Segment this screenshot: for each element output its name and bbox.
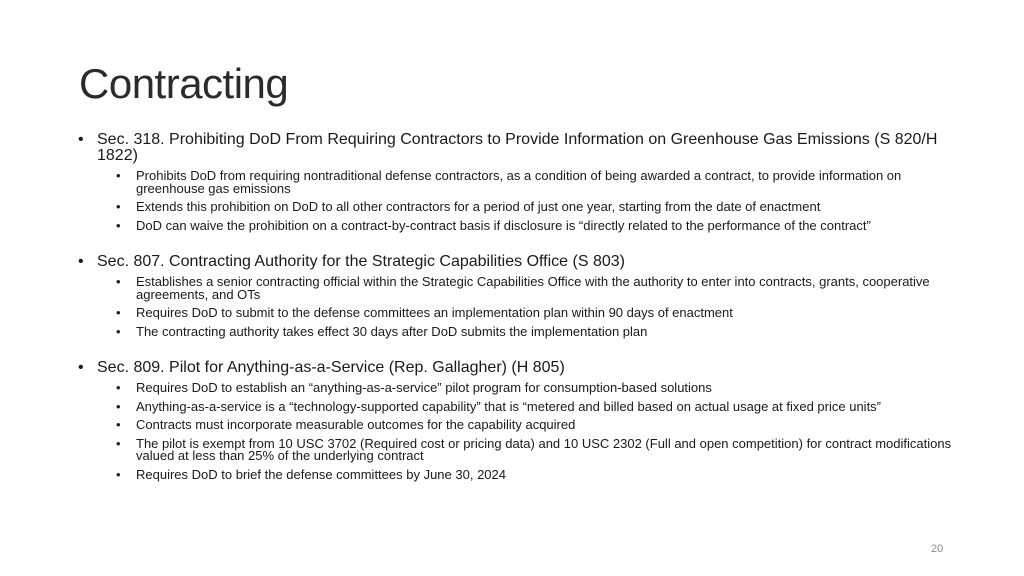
section-2 <box>78 254 968 338</box>
sub-bullet-text: Prohibits DoD from requiring nontraditional defense contractors, as a condition of being awarded a contract, to provide information on greenhouse gas emissions <box>136 168 902 196</box>
section-heading-text: Sec. 807. Contracting Authority for the Strategic Capabilities Office (S 803) <box>97 253 625 270</box>
bullet-icon: • <box>116 217 121 233</box>
slide-content <box>78 132 968 503</box>
sub-bullet-item <box>78 382 968 395</box>
bullet-icon: • <box>116 417 121 432</box>
bullet-icon: • <box>116 398 121 414</box>
page-number: 20 <box>931 543 944 555</box>
sub-bullet-text: The pilot is exempt from 10 USC 3702 (Required cost or pricing data) and 10 USC 2302 (Full and open competition) for contract modifications valued at less than 25% of the underlying contract <box>136 435 952 463</box>
sub-bullet-text: Requires DoD to submit to the defense committees an implementation plan within 90 days of enactment <box>136 305 733 320</box>
section-heading-text: Sec. 809. Pilot for Anything-as-a-Service (Rep. Gallagher) (H 805) <box>97 359 565 376</box>
bullet-icon: • <box>116 305 121 320</box>
sub-bullet-item <box>78 419 968 432</box>
sub-bullet-text: Requires DoD to brief the defense committees by June 30, 2024 <box>136 466 506 482</box>
bullet-icon: • <box>78 131 84 148</box>
bullet-icon: • <box>78 253 84 270</box>
sub-bullet-item <box>78 398 968 414</box>
sub-bullet-item <box>78 435 968 463</box>
bullet-icon: • <box>116 435 121 451</box>
sub-bullet-text: Anything-as-a-service is a “technology-supported capability” that is “metered and billed based on actual usage at fixed price units” <box>136 398 882 414</box>
sub-bullet-text: Requires DoD to establish an “anything-as-a-service” pilot program for consumption-based solutions <box>136 380 712 395</box>
sub-bullet-text: The contracting authority takes effect 30 days after DoD submits the implementation plan <box>136 323 648 339</box>
sub-bullet-text: Establishes a senior contracting official within the Strategic Capabilities Office with the authority to enter into contracts, grants, cooperative agreements, and OTs <box>136 274 930 302</box>
section-3 <box>78 360 968 481</box>
sub-bullet-text: Extends this prohibition on DoD to all other contractors for a period of just one year, starting from the date of enactment <box>136 199 821 214</box>
section-heading <box>78 254 968 270</box>
sub-bullet-list <box>78 170 968 232</box>
bullet-icon: • <box>116 323 121 339</box>
sub-bullet-item <box>78 466 968 482</box>
sub-bullet-item <box>78 201 968 214</box>
slide-title: Contracting <box>79 60 289 107</box>
section-1 <box>78 132 968 232</box>
sub-bullet-text: DoD can waive the prohibition on a contract-by-contract basis if disclosure is “directly related to the performance of the contract” <box>136 217 871 233</box>
bullet-icon: • <box>116 466 121 482</box>
sub-bullet-list <box>78 382 968 481</box>
sub-bullet-item <box>78 170 968 195</box>
bullet-icon: • <box>116 380 121 395</box>
bullet-icon: • <box>78 359 84 376</box>
section-heading-text: Sec. 318. Prohibiting DoD From Requiring Contractors to Provide Information on Greenhouse Gas Emissions (S 820/H 1822) <box>97 131 938 164</box>
bullet-icon: • <box>116 274 121 289</box>
sub-bullet-item <box>78 323 968 339</box>
section-heading <box>78 360 968 376</box>
bullet-icon: • <box>116 199 121 214</box>
sub-bullet-text: Contracts must incorporate measurable outcomes for the capability acquired <box>136 417 576 432</box>
section-heading <box>78 132 968 164</box>
sub-bullet-item <box>78 217 968 233</box>
sub-bullet-item <box>78 307 968 320</box>
bullet-icon: • <box>116 168 121 183</box>
sub-bullet-item <box>78 276 968 301</box>
sub-bullet-list <box>78 276 968 338</box>
